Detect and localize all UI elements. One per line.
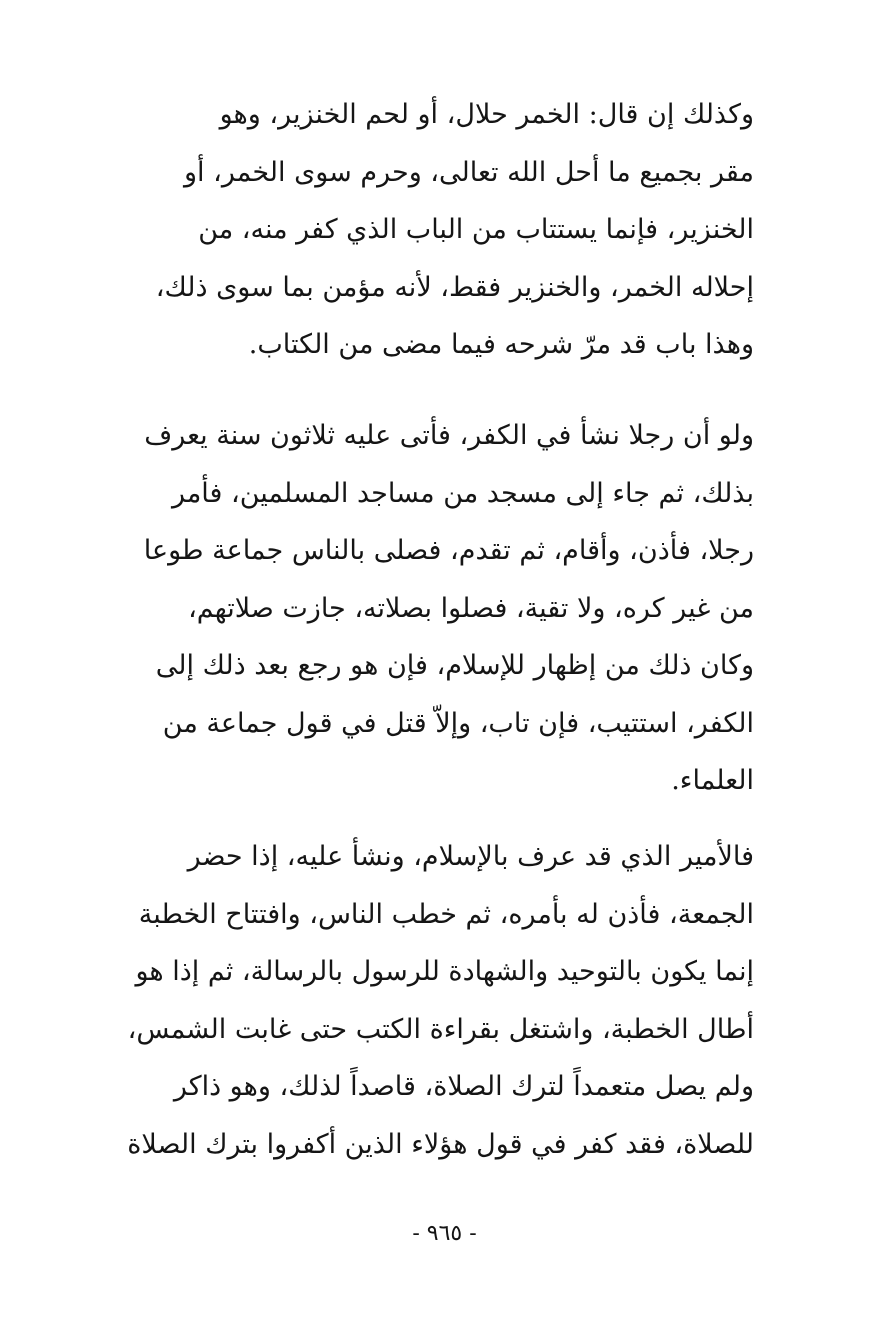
text-line: ولو أن رجلا نشأ في الكفر، فأتى عليه ثلاثون سنة يعرف bbox=[144, 420, 754, 451]
page-number: - ٩٦٥ - bbox=[412, 1221, 477, 1246]
text-line: فالأمير الذي قد عرف بالإسلام، ونشأ عليه، إذا حضر bbox=[187, 841, 754, 872]
text-line: وكان ذلك من إظهار للإسلام، فإن هو رجع بعد ذلك إلى bbox=[155, 650, 754, 681]
text-line: للصلاة، فقد كفر في قول هؤلاء الذين أكفروا بترك الصلاة bbox=[127, 1128, 754, 1160]
text-line: من غير كره، ولا تقية، فصلوا بصلاته، جازت صلاتهم، bbox=[188, 592, 754, 624]
text-line: الخنزير، فإنما يستتاب من الباب الذي كفر منه، من bbox=[198, 214, 754, 245]
text-line: أطال الخطبة، واشتغل بقراءة الكتب حتى غابت الشمس، bbox=[127, 1013, 754, 1045]
paragraph-1 bbox=[106, 86, 754, 374]
text-line: وهذا باب قد مرّ شرحه فيما مضى من الكتاب. bbox=[248, 329, 754, 360]
text-line: رجلا، فأذن، وأقام، ثم تقدم، فصلى بالناس جماعة طوعا bbox=[143, 535, 754, 566]
text-line: إحلاله الخمر، والخنزير فقط، لأنه مؤمن بما سوى ذلك، bbox=[155, 271, 754, 303]
text-line: بذلك، ثم جاء إلى مسجد من مساجد المسلمين، فأمر bbox=[171, 477, 754, 509]
paragraph-2 bbox=[106, 407, 754, 810]
paragraph-3 bbox=[106, 828, 754, 1173]
text-line: إنما يكون بالتوحيد والشهادة للرسول بالرسالة، ثم إذا هو bbox=[135, 956, 754, 987]
text-line: العلماء. bbox=[671, 765, 754, 796]
text-line: الجمعة، فأذن له بأمره، ثم خطب الناس، وافتتاح الخطبة bbox=[138, 898, 754, 930]
text-line: الكفر، استتيب، فإن تاب، وإلاّ قتل في قول جماعة من bbox=[162, 707, 754, 739]
text-line: مقر بجميع ما أحل الله تعالى، وحرم سوى الخمر، أو bbox=[184, 156, 754, 188]
text-line: وكذلك إن قال: الخمر حلال، أو لحم الخنزير، وهو bbox=[219, 99, 754, 130]
text-line: ولم يصل متعمداً لترك الصلاة، قاصداً لذلك، وهو ذاكر bbox=[173, 1071, 754, 1102]
